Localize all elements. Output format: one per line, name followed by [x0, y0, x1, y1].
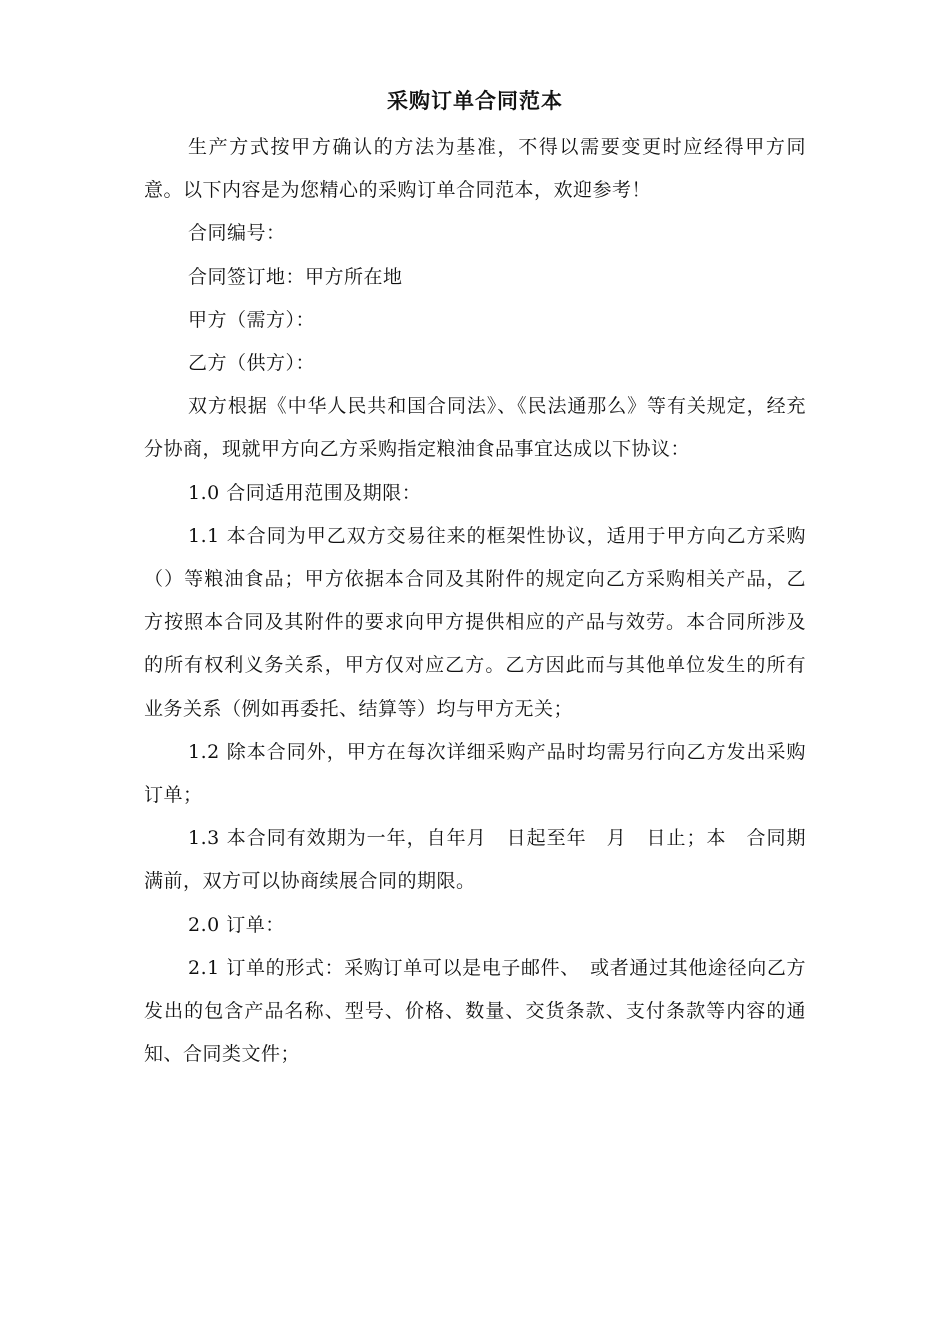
paragraph-intro: 生产方式按甲方确认的方法为基准，不得以需要变更时应经得甲方同意。以下内容是为您精心的采购订单合同范本，欢迎参考！ — [144, 136, 806, 202]
paragraph-party-b: 乙方（供方）： — [188, 352, 316, 375]
paragraph-agreement-basis: 双方根据《中华人民共和国合同法》、《民法通那么》等有关规定，经充分协商，现就甲方向乙方采购指定粮油食品事宜达成以下协议： — [144, 395, 806, 461]
paragraph-section-2-0: 2.0 订单： — [188, 913, 285, 936]
paragraph-section-1-3: 1.3 本合同有效期为一年，自年月 日起至年 月 日止；本 合同期满前，双方可以协商续展合同的期限。 — [144, 827, 806, 893]
paragraph-contract-number: 合同编号： — [188, 222, 286, 245]
paragraph-section-1-2: 1.2 除本合同外，甲方在每次详细采购产品时均需另行向乙方发出采购订单； — [144, 740, 806, 807]
paragraph-section-1-0: 1.0 合同适用范围及期限： — [188, 481, 422, 504]
paragraph-section-2-1: 2.1 订单的形式：采购订单可以是电子邮件、 或者通过其他途径向乙方发出的包含产品名称、型号、价格、数量、交货条款、支付条款等内容的通知、合同类文件； — [144, 956, 806, 1066]
paragraph-party-a: 甲方（需方）： — [188, 308, 316, 331]
paragraph-signing-place: 合同签订地：甲方所在地 — [188, 265, 403, 288]
paragraph-section-1-1: 1.1 本合同为甲乙双方交易往来的框架性协议，适用于甲方向乙方采购（）等粮油食品；甲方依据本合同及其附件的规定向乙方采购相关产品，乙方按照本合同及其附件的要求向甲方提供相应的产品与效劳。本合同所涉及的所有权利义务关系，甲方仅对应乙方。乙方因此而与其他单位发生的所有业务关系（例如再委托、结算等）均与甲方无关； — [144, 524, 806, 720]
document-title: 采购订单合同范本 — [387, 89, 563, 113]
document-body — [144, 126, 806, 1076]
